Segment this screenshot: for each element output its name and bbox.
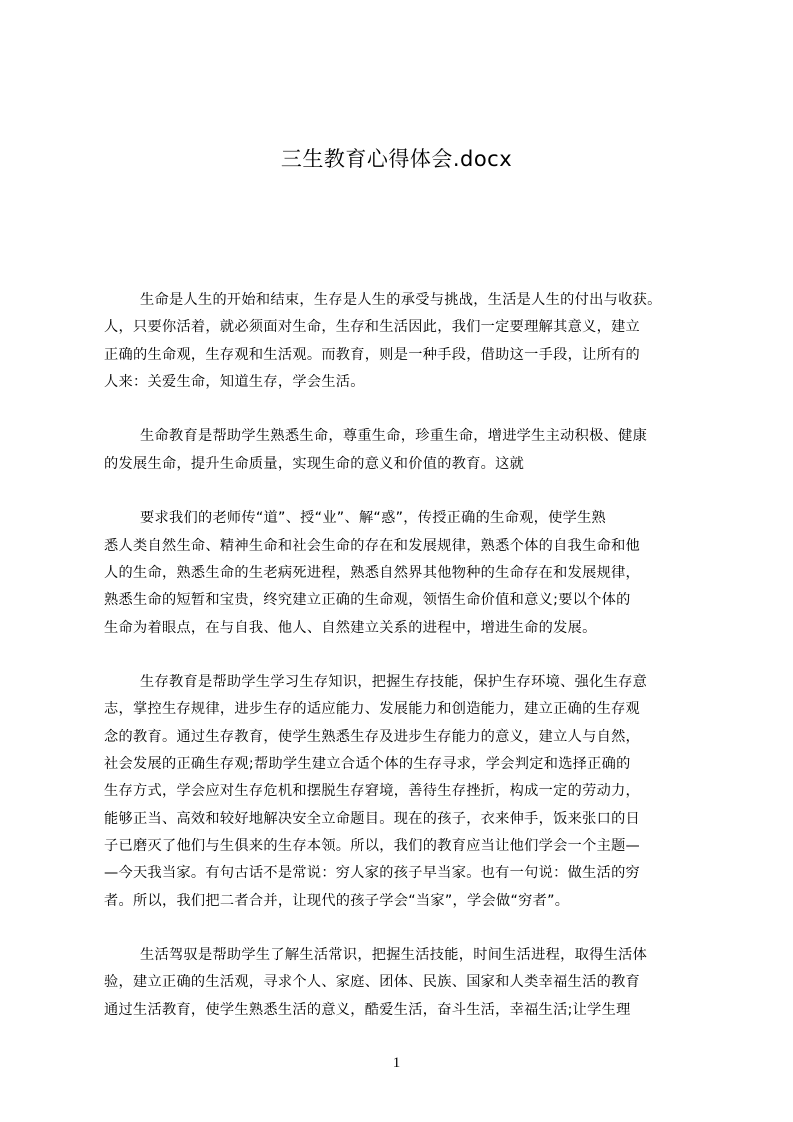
- paragraph-line: 悉人类自然生命、精神生命和社会生命的存在和发展规律，熟悉个体的自我生命和他: [104, 537, 641, 554]
- paragraph-line: 生命为着眼点，在与自我、他人、自然建立关系的进程中，增进生命的发展。: [104, 619, 597, 636]
- paragraph-line: 生命教育是帮助学生熟悉生命，尊重生命，珍重生命，增进学生主动积极、健康: [140, 428, 648, 445]
- paragraph-5: [104, 942, 702, 1024]
- paragraph-line: 生活驾驭是帮助学生了解生活常识，把握生活技能，时间生活进程，取得生活体: [140, 947, 648, 964]
- paragraph-line: 能够正当、高效和较好地解决安全立命题目。现在的孩子，衣来伸手，饭来张口的日: [104, 810, 641, 827]
- paragraph-line: 人的生命，熟悉生命的生老病死进程，熟悉自然界其他物种的生命存在和发展规律，: [104, 564, 641, 581]
- paragraph-4: [104, 669, 702, 915]
- paragraph-line: 熟悉生命的短暂和宝贵，终究建立正确的生命观，领悟生命价值和意义;要以个体的: [104, 592, 631, 609]
- document-body: [104, 287, 702, 1024]
- paragraph-line: —今天我当家。有句古话不是常说：穷人家的孩子早当家。也有一句说：做生活的穷: [104, 865, 641, 882]
- paragraph-spacer: [104, 915, 702, 942]
- paragraph-line: 验，建立正确的生活观，寻求个人、家庭、团体、民族、国家和人类幸福生活的教育: [104, 974, 641, 991]
- paragraph-line: 生命是人生的开始和结束，生存是人生的承受与挑战，生活是人生的付出与收获。: [140, 292, 662, 308]
- paragraph-line: 念的教育。通过生存教育，使学生熟悉生存及进步生存能力的意义，建立人与自然，: [104, 728, 641, 745]
- paragraph-2: [104, 423, 702, 478]
- paragraph-line: 生存教育是帮助学生学习生存知识，把握生存技能，保护生存环境、强化生存意: [140, 674, 648, 691]
- paragraph-line: 子已磨灭了他们与生俱来的生存本领。所以，我们的教育应当让他们学会一个主题—: [104, 837, 641, 854]
- paragraph-line: 的发展生命，提升生命质量，实现生命的意义和价值的教育。这就: [104, 455, 525, 472]
- paragraph-line: 正确的生命观，生存观和生活观。而教育，则是一种手段，借助这一手段，让所有的: [104, 346, 641, 363]
- paragraph-line: 人，只要你活着，就必须面对生命，生存和生活因此，我们一定要理解其意义，建立: [104, 319, 641, 336]
- paragraph-spacer: [104, 478, 702, 505]
- paragraph-line: 志，掌控生存规律，进步生存的适应能力、发展能力和创造能力，建立正确的生存观: [104, 701, 641, 718]
- paragraph-spacer: [104, 396, 702, 423]
- paragraph-line: 生存方式，学会应对生存危机和摆脱生存窘境，善待生存挫折，构成一定的劳动力，: [104, 783, 641, 800]
- page-number: 1: [392, 1055, 401, 1071]
- paragraph-line: 社会发展的正确生存观;帮助学生建立合适个体的生存寻求，学会判定和选择正确的: [104, 756, 631, 773]
- paragraph-1: [104, 287, 702, 396]
- paragraph-line: 者。所以，我们把二者合并，让现代的孩子学会“当家”，学会做“穷者”。: [104, 892, 570, 909]
- paragraph-line: 人来：关爱生命，知道生存，学会生活。: [104, 373, 365, 390]
- paragraph-line: 要求我们的老师传“道”、授“业”、解“惑”，传授正确的生命观，使学生熟: [140, 510, 607, 527]
- paragraph-line: 通过生活教育，使学生熟悉生活的意义，酷爱生活，奋斗生活，幸福生活;让学生理: [104, 1001, 631, 1018]
- document-title: 三生教育心得体会.docx: [280, 147, 513, 171]
- paragraph-3: [104, 505, 702, 641]
- paragraph-spacer: [104, 642, 702, 669]
